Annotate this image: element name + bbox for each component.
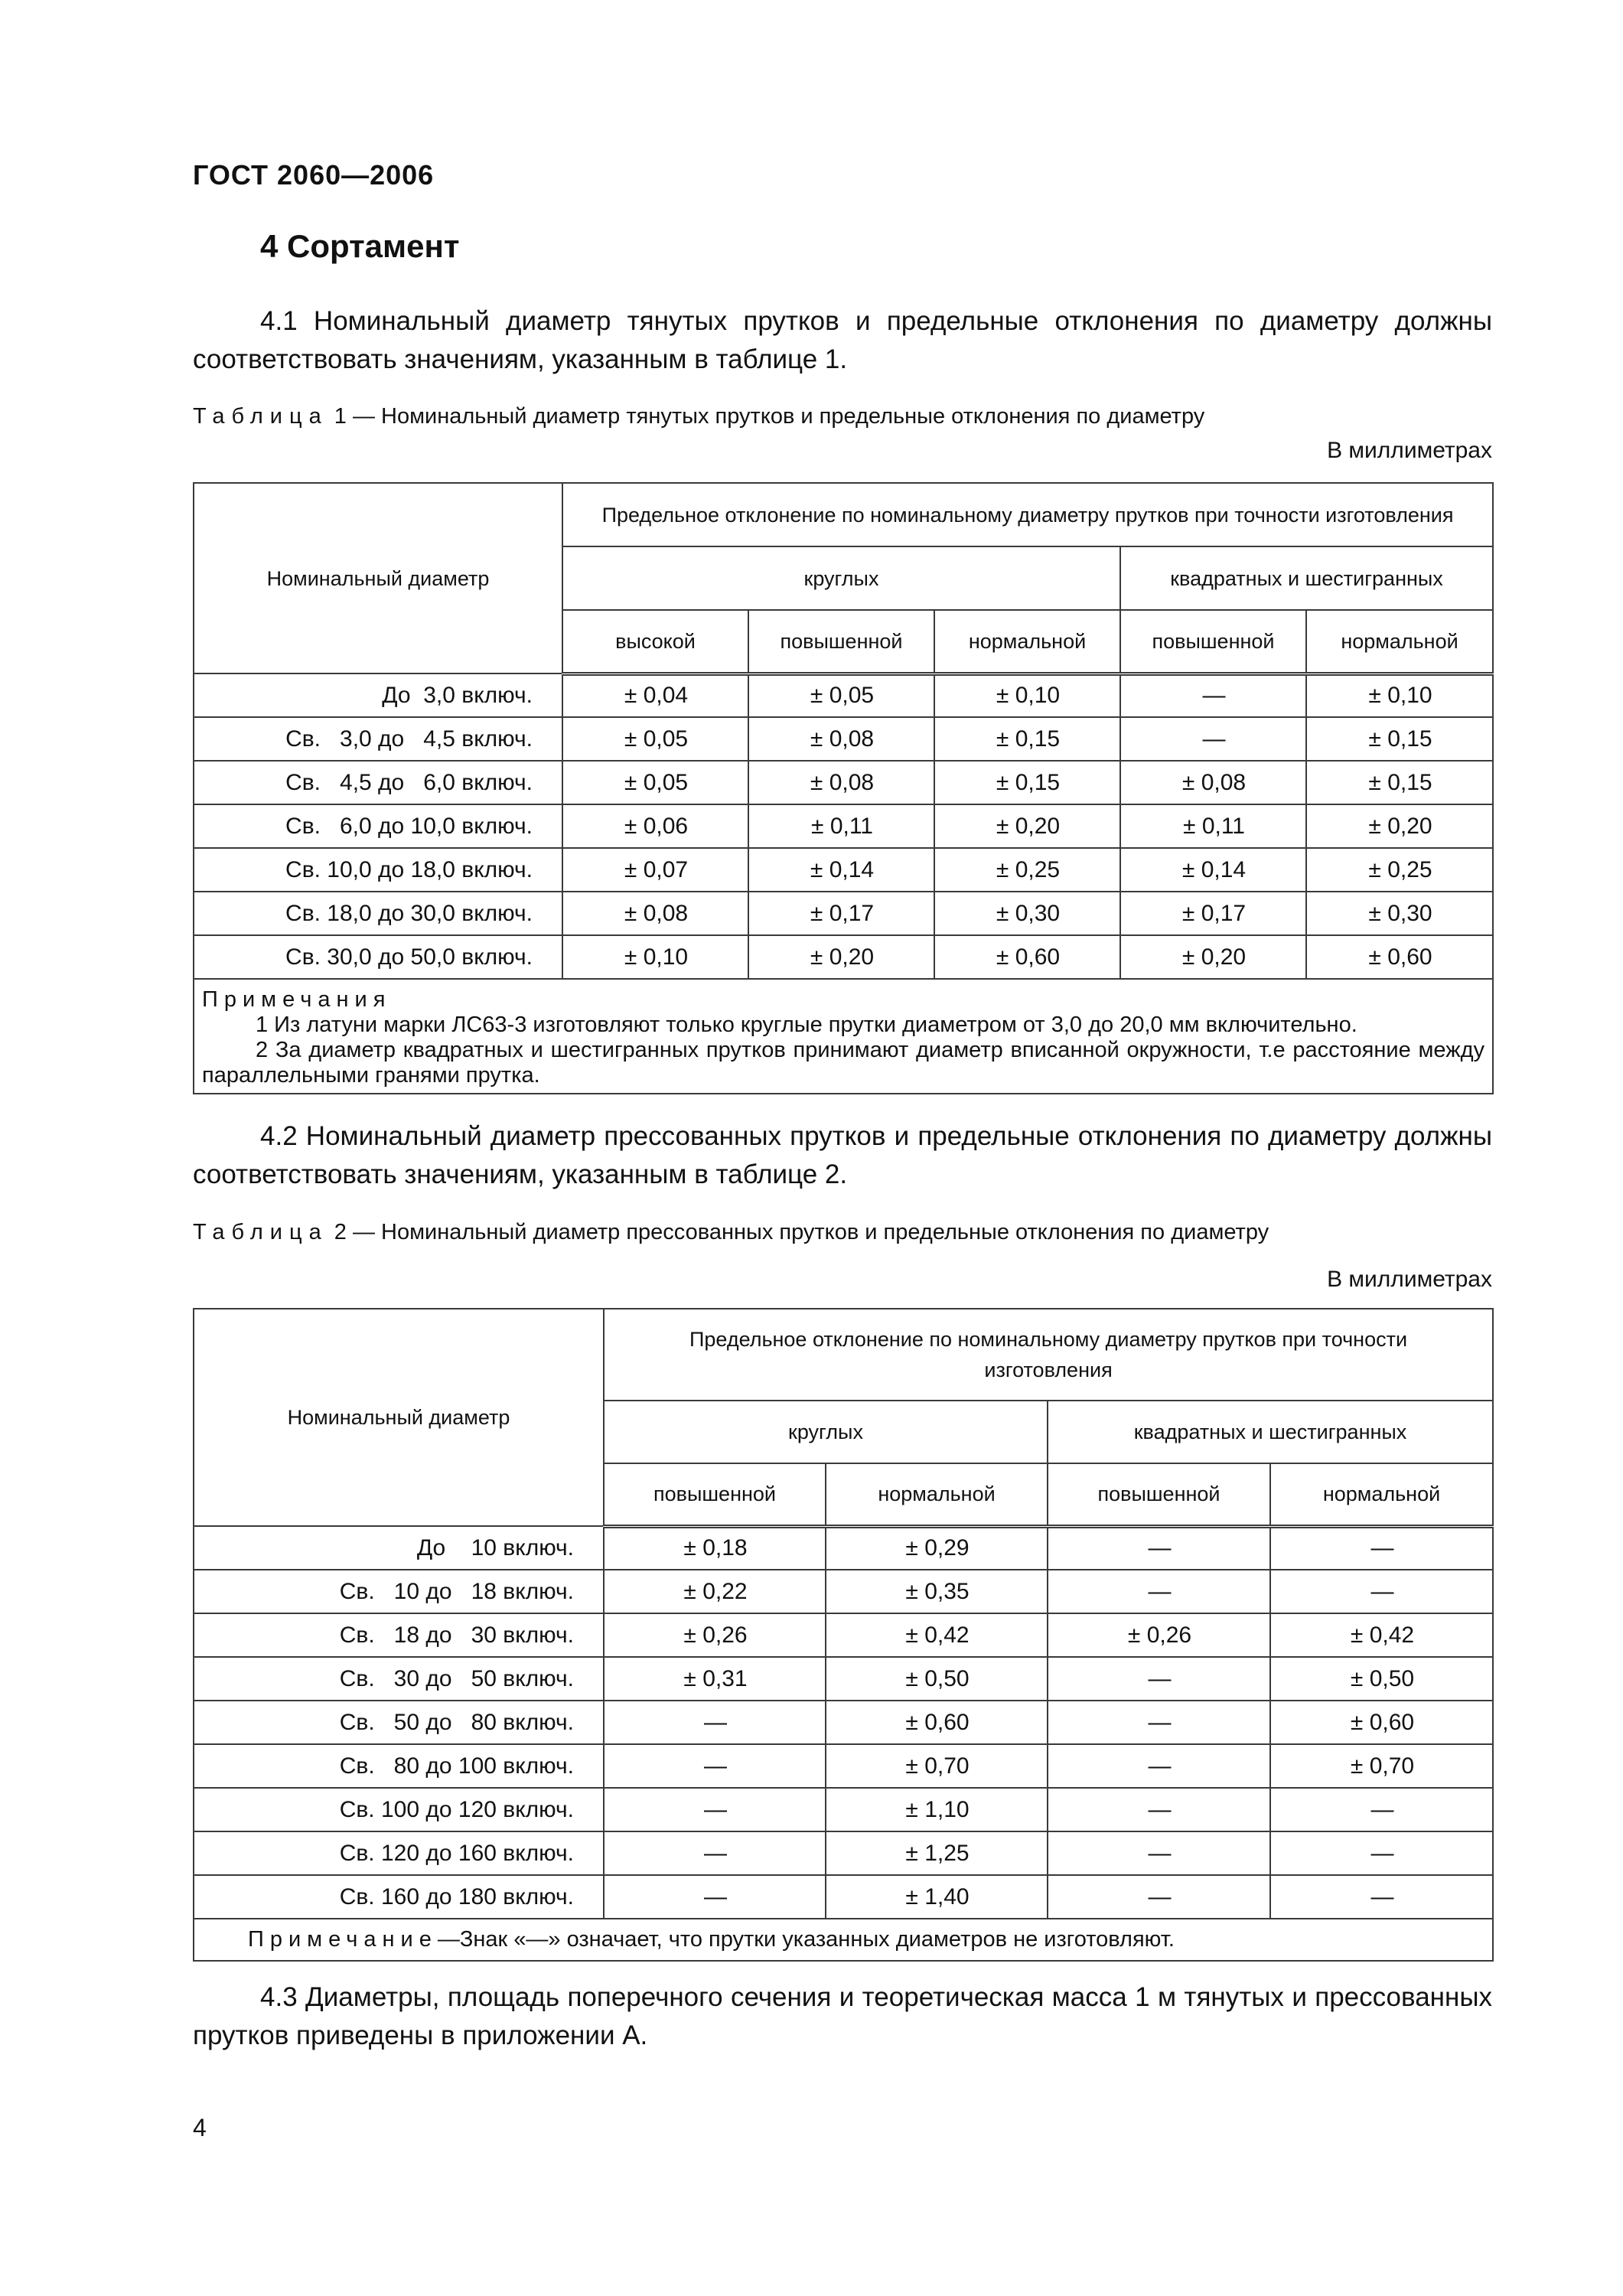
section-title: 4 Сортамент — [260, 228, 460, 264]
table2-row — [194, 1570, 1493, 1613]
table2-value-cell: — — [604, 1701, 826, 1744]
table1-diameter-cell: Св. 18,0 до 30,0 включ. — [194, 892, 562, 935]
table2-diameter-cell: Св. 160 до 180 включ. — [194, 1875, 604, 1919]
table1-value-cell: ± 0,25 — [1306, 848, 1493, 892]
paragraph-4-3 — [193, 1978, 1492, 2055]
table2-diameter-cell: Св. 30 до 50 включ. — [194, 1657, 604, 1701]
table1-value-cell: ± 0,20 — [1120, 935, 1306, 979]
table2-value-cell: — — [1048, 1744, 1270, 1788]
table1-notes — [194, 979, 1493, 1094]
table2-header-square: квадратных и шестигранных — [1048, 1401, 1493, 1463]
table1-row — [194, 761, 1493, 804]
table1-value-cell: ± 0,11 — [1120, 804, 1306, 848]
paragraph-4-2-text: 4.2 Номинальный диаметр прессованных прутков и предельные отклонения по диаметру должны соответствовать значениям, указанным в таблице 2. — [193, 1121, 1492, 1189]
table2-value-cell: ± 0,50 — [826, 1657, 1048, 1701]
table1-header-square: квадратных и шестигранных — [1120, 546, 1493, 610]
table2-row — [194, 1875, 1493, 1919]
table2-diameter-cell: Св. 18 до 30 включ. — [194, 1613, 604, 1657]
table2-value-cell: ± 0,26 — [604, 1613, 826, 1657]
table2-value-cell: — — [604, 1788, 826, 1831]
table2-header-round: круглых — [604, 1401, 1048, 1463]
table2-header-diameter: Номинальный диаметр — [194, 1309, 604, 1526]
table2-body — [194, 1526, 1493, 1919]
table1-row — [194, 804, 1493, 848]
table1-diameter-cell: Св. 10,0 до 18,0 включ. — [194, 848, 562, 892]
table2-units: В миллиметрах — [1327, 1267, 1492, 1292]
table2-value-cell: — — [604, 1875, 826, 1919]
table2-value-cell: ± 0,60 — [826, 1701, 1048, 1744]
table1-header-raised: повышенной — [748, 610, 934, 673]
table2-value-cell: — — [1048, 1570, 1270, 1613]
table2-note-text: —Знак «—» означает, что прутки указанных диаметров не изготовляют. — [437, 1927, 1175, 1952]
table2-value-cell: — — [1048, 1657, 1270, 1701]
table2-value-cell: ± 1,10 — [826, 1788, 1048, 1831]
table2-value-cell: ± 0,42 — [1270, 1613, 1493, 1657]
table1-value-cell: ± 0,25 — [934, 848, 1120, 892]
table1-value-cell: ± 0,15 — [1306, 761, 1493, 804]
table2-row — [194, 1613, 1493, 1657]
table1-value-cell: ± 0,15 — [1306, 717, 1493, 761]
table2-header-normal: нормальной — [826, 1463, 1048, 1526]
table1-value-cell: ± 0,14 — [1120, 848, 1306, 892]
document-header: ГОСТ 2060—2006 — [193, 159, 435, 191]
table1-diameter-cell: Св. 3,0 до 4,5 включ. — [194, 717, 562, 761]
table2-value-cell: ± 0,31 — [604, 1657, 826, 1701]
table1-header-raised-square: повышенной — [1120, 610, 1306, 673]
table1-value-cell: — — [1120, 717, 1306, 761]
table2-diameter-cell: До 10 включ. — [194, 1526, 604, 1570]
table2-diameter-cell: Св. 50 до 80 включ. — [194, 1701, 604, 1744]
table2-note-title: Примечание — [248, 1927, 438, 1952]
table1-value-cell: ± 0,30 — [934, 892, 1120, 935]
table1-header-diameter: Номинальный диаметр — [194, 483, 562, 673]
table1-value-cell: ± 0,15 — [934, 761, 1120, 804]
table1-value-cell: ± 0,30 — [1306, 892, 1493, 935]
table1-body — [194, 673, 1493, 979]
table1-row — [194, 892, 1493, 935]
table2-value-cell: — — [1270, 1875, 1493, 1919]
table2-value-cell: — — [1270, 1570, 1493, 1613]
paragraph-4-1 — [193, 302, 1492, 379]
table2-value-cell: ± 0,18 — [604, 1526, 826, 1570]
table1-value-cell: ± 0,08 — [1120, 761, 1306, 804]
table1-diameter-cell: До 3,0 включ. — [194, 673, 562, 717]
table1-value-cell: ± 0,10 — [562, 935, 748, 979]
table2-value-cell: ± 0,26 — [1048, 1613, 1270, 1657]
table1-header-normal: нормальной — [934, 610, 1120, 673]
table1-value-cell: ± 0,07 — [562, 848, 748, 892]
table1-value-cell: ± 0,08 — [562, 892, 748, 935]
table2-value-cell: ± 0,35 — [826, 1570, 1048, 1613]
table2-value-cell: ± 1,25 — [826, 1831, 1048, 1875]
table2-value-cell: — — [604, 1831, 826, 1875]
table1-row — [194, 673, 1493, 717]
table2-value-cell: ± 0,22 — [604, 1570, 826, 1613]
table1-header-deviation: Предельное отклонение по номинальному диаметру прутков при точности изготовления — [562, 483, 1493, 546]
table2-caption-text: 2 — Номинальный диаметр прессованных прутков и предельные отклонения по диаметру — [334, 1220, 1269, 1244]
table1-units: В миллиметрах — [1327, 438, 1492, 463]
table2-value-cell: ± 0,60 — [1270, 1701, 1493, 1744]
table1-diameter-cell: Св. 30,0 до 50,0 включ. — [194, 935, 562, 979]
table1-value-cell: ± 0,08 — [748, 717, 934, 761]
table2-row — [194, 1788, 1493, 1831]
table1-caption-word: Таблица — [193, 404, 328, 429]
table1-value-cell: ± 0,20 — [748, 935, 934, 979]
table1-header-normal-square: нормальной — [1306, 610, 1493, 673]
table2 — [193, 1308, 1494, 1962]
table2-diameter-cell: Св. 120 до 160 включ. — [194, 1831, 604, 1875]
table2-value-cell: — — [1048, 1831, 1270, 1875]
table1-diameter-cell: Св. 6,0 до 10,0 включ. — [194, 804, 562, 848]
table2-value-cell: — — [1048, 1526, 1270, 1570]
table2-diameter-cell: Св. 10 до 18 включ. — [194, 1570, 604, 1613]
table2-row — [194, 1701, 1493, 1744]
table1-header-high: высокой — [562, 610, 748, 673]
table2-header-raised: повышенной — [604, 1463, 826, 1526]
table2-note — [194, 1919, 1493, 1961]
table2-diameter-cell: Св. 100 до 120 включ. — [194, 1788, 604, 1831]
table1-value-cell: ± 0,20 — [1306, 804, 1493, 848]
table2-value-cell: — — [1270, 1788, 1493, 1831]
table2-value-cell: ± 0,50 — [1270, 1657, 1493, 1701]
table1 — [193, 482, 1494, 1094]
table2-value-cell: ± 0,42 — [826, 1613, 1048, 1657]
table2-value-cell: — — [1270, 1526, 1493, 1570]
table1-row — [194, 935, 1493, 979]
table1-caption-text: 1 — Номинальный диаметр тянутых прутков и предельные отклонения по диаметру — [334, 404, 1205, 429]
table2-value-cell: — — [1048, 1875, 1270, 1919]
table2-header-raised-square: повышенной — [1048, 1463, 1270, 1526]
table2-value-cell: ± 0,29 — [826, 1526, 1048, 1570]
table1-notes-title: Примечания — [202, 987, 392, 1012]
table1-value-cell: ± 0,60 — [934, 935, 1120, 979]
table1-value-cell: ± 0,05 — [562, 717, 748, 761]
table1-row — [194, 717, 1493, 761]
table2-header-normal-square: нормальной — [1270, 1463, 1493, 1526]
table1-value-cell: ± 0,05 — [562, 761, 748, 804]
table1-value-cell: ± 0,15 — [934, 717, 1120, 761]
table2-caption — [193, 1220, 1269, 1245]
table1-row — [194, 848, 1493, 892]
table2-row — [194, 1744, 1493, 1788]
table1-value-cell: ± 0,17 — [748, 892, 934, 935]
table1-value-cell: ± 0,05 — [748, 673, 934, 717]
table1-diameter-cell: Св. 4,5 до 6,0 включ. — [194, 761, 562, 804]
table2-value-cell: ± 0,70 — [1270, 1744, 1493, 1788]
table1-note-1: 1 Из латуни марки ЛС63-3 изготовляют только круглые прутки диаметром от 3,0 до 20,0 мм включительно. — [256, 1013, 1357, 1037]
paragraph-4-2 — [193, 1117, 1492, 1194]
table1-value-cell: ± 0,11 — [748, 804, 934, 848]
table1-value-cell: ± 0,14 — [748, 848, 934, 892]
table2-row — [194, 1831, 1493, 1875]
table2-row — [194, 1526, 1493, 1570]
table1-caption — [193, 404, 1204, 429]
table2-value-cell: — — [1048, 1788, 1270, 1831]
table2-diameter-cell: Св. 80 до 100 включ. — [194, 1744, 604, 1788]
paragraph-4-3-text: 4.3 Диаметры, площадь поперечного сечения и теоретическая масса 1 м тянутых и прессованных прутков приведены в приложении А. — [193, 1982, 1492, 2050]
table2-value-cell: — — [1270, 1831, 1493, 1875]
table1-value-cell: ± 0,08 — [748, 761, 934, 804]
table1-value-cell: ± 0,10 — [934, 673, 1120, 717]
page-number: 4 — [193, 2114, 207, 2141]
table2-row — [194, 1657, 1493, 1701]
table1-value-cell: ± 0,60 — [1306, 935, 1493, 979]
table2-value-cell: ± 0,70 — [826, 1744, 1048, 1788]
paragraph-4-1-text: 4.1 Номинальный диаметр тянутых прутков и предельные отклонения по диаметру должны соответствовать значениям, указанным в таблице 1. — [193, 306, 1492, 374]
table2-header-deviation: Предельное отклонение по номинальному диаметру прутков при точности изготовления — [604, 1309, 1493, 1401]
table2-value-cell: — — [1048, 1701, 1270, 1744]
table1-value-cell: ± 0,17 — [1120, 892, 1306, 935]
table1-value-cell: ± 0,04 — [562, 673, 748, 717]
table1-note-2: 2 За диаметр квадратных и шестигранных прутков принимают диаметр вписанной окружности, т.е расстояние между параллельными гранями прутка. — [202, 1038, 1485, 1088]
table2-caption-word: Таблица — [193, 1220, 328, 1244]
table1-header-round: круглых — [562, 546, 1120, 610]
table2-value-cell: ± 1,40 — [826, 1875, 1048, 1919]
table1-value-cell: ± 0,06 — [562, 804, 748, 848]
table1-value-cell: ± 0,20 — [934, 804, 1120, 848]
table1-value-cell: ± 0,10 — [1306, 673, 1493, 717]
table2-value-cell: — — [604, 1744, 826, 1788]
table1-value-cell: — — [1120, 673, 1306, 717]
